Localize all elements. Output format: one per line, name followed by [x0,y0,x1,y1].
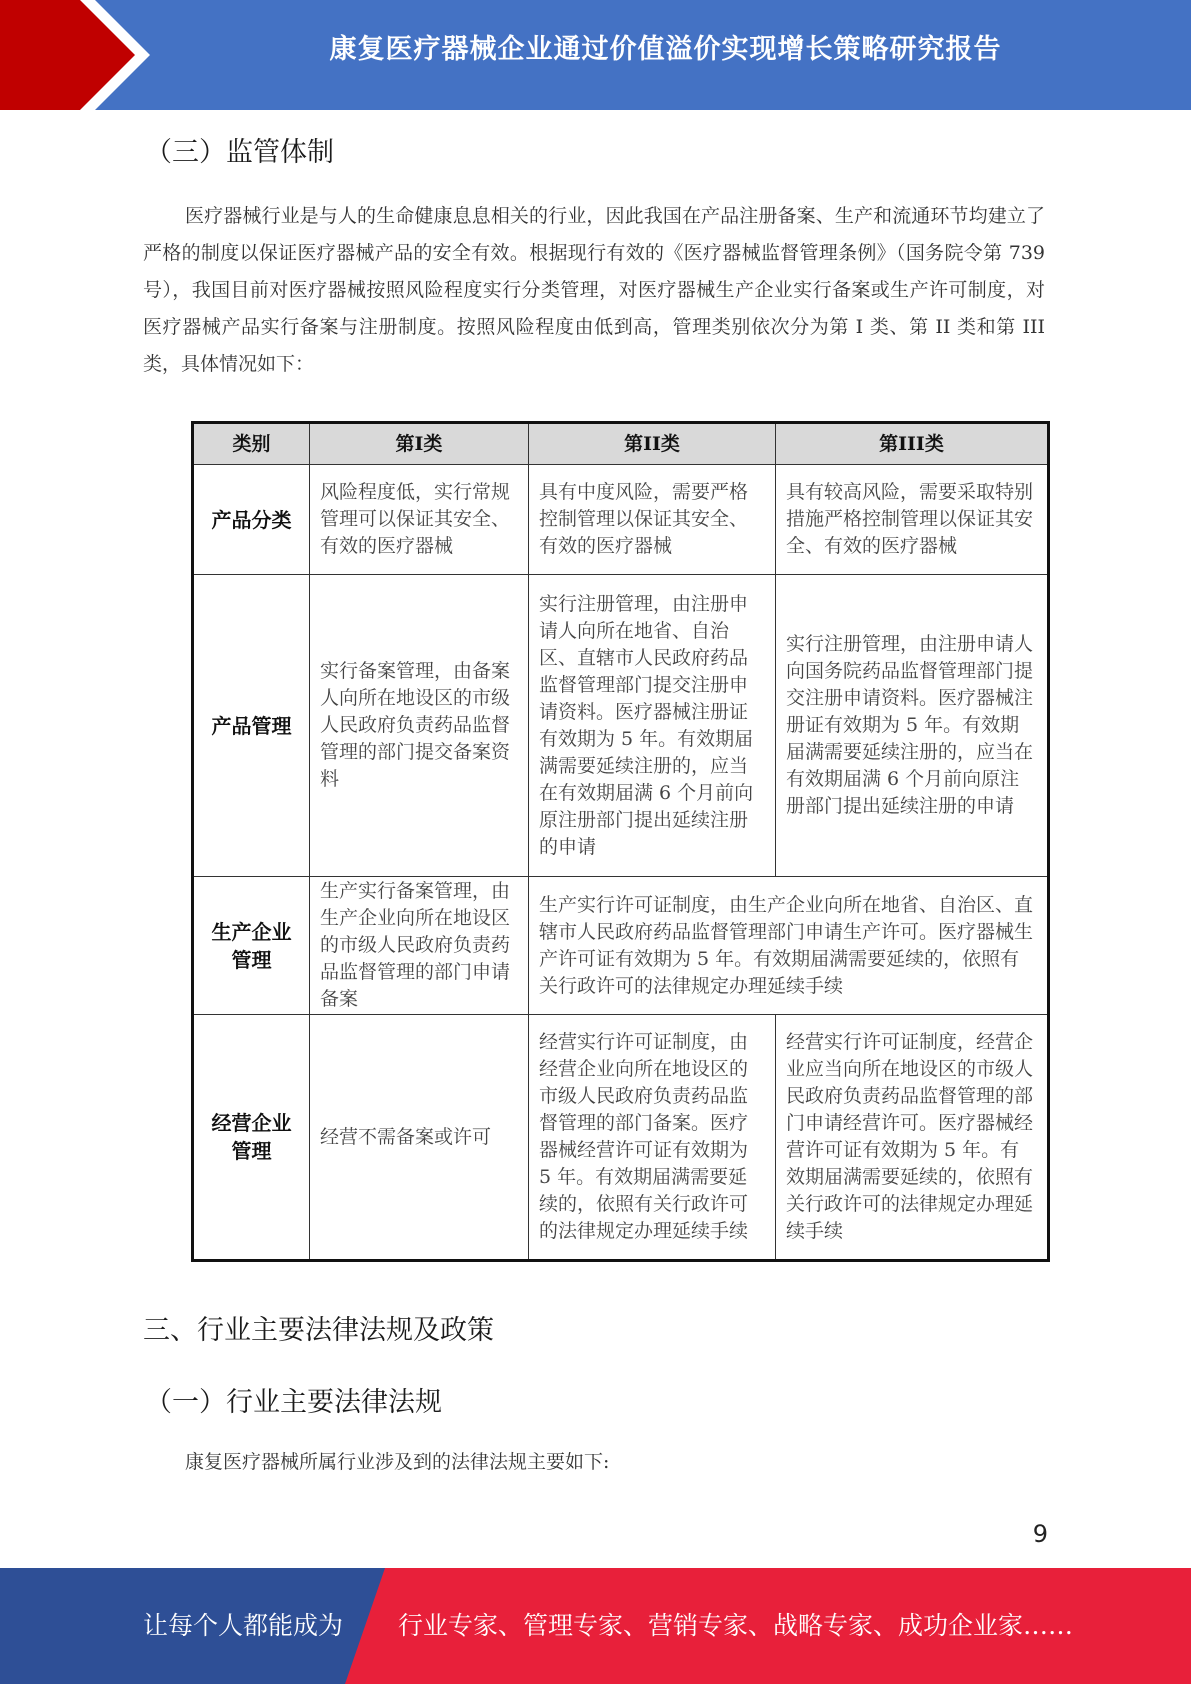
header-category: 类别 [193,423,310,465]
table-cell: 实行注册管理，由注册申请人向所在地省、自治区、直辖市人民政府药品监督管理部门提交注册申请资料。医疗器械注册证有效期为 5 年。有效期届满需要延续注册的，应当在有效期届满 6 个月前向原注册部门提出延续注册的申请 [529,575,776,877]
header-class-iii: 第III类 [776,423,1049,465]
header-class-ii: 第II类 [529,423,776,465]
table-row [193,575,1049,877]
page-number: 9 [1032,1520,1048,1548]
table-cell: 经营不需备案或许可 [310,1015,529,1261]
report-header [0,0,1191,110]
row-label-production-enterprise: 生产企业管理 [193,877,310,1015]
table-header-row [193,423,1049,465]
device-class-table [191,421,1050,1262]
intro-paragraph: 医疗器械行业是与人的生命健康息息相关的行业，因此我国在产品注册备案、生产和流通环节均建立了严格的制度以保证医疗器械产品的安全有效。根据现行有效的《医疗器械监督管理条例》（国务院令第 739 号），我国目前对医疗器械按照风险程度实行分类管理，对医疗器械生产企业实行备案或生产许可制度，对医疗器械产品实行备案与注册制度。按照风险程度由低到高，管理类别依次分为第 I 类、第 II 类和第 III 类，具体情况如下： [143,205,1045,375]
table-cell: 具有中度风险，需要严格控制管理以保证其安全、有效的医疗器械 [529,465,776,575]
header-arrow-decoration [0,0,160,110]
footer-slogan-left: 让每个人都能成为 [143,1611,344,1640]
table-cell: 风险程度低，实行常规管理可以保证其安全、有效的医疗器械 [310,465,529,575]
table-cell: 经营实行许可证制度，由经营企业向所在地设区的市级人民政府负责药品监督管理的部门备案。医疗器械经营许可证有效期为 5 年。有效期届满需要延续的，依照有关行政许可的法律规定办理延续手续 [529,1015,776,1261]
table-cell: 具有较高风险，需要采取特别措施严格控制管理以保证其安全、有效的医疗器械 [776,465,1049,575]
row-label-business-enterprise: 经营企业管理 [193,1015,310,1261]
table-cell: 经营实行许可证制度，经营企业应当向所在地设区的市级人民政府负责药品监督管理的部门申请经营许可。医疗器械经营许可证有效期为 5 年。有效期届满需要延续的，依照有关行政许可的法律规定办理延续手续 [776,1015,1049,1261]
row-label-product-classification: 产品分类 [193,465,310,575]
footer-slogan-right: 行业专家、管理专家、营销专家、战略专家、成功企业家…… [398,1611,1074,1640]
subsection-heading-main-laws: （一）行业主要法律法规 [145,1387,442,1418]
table-cell: 生产实行备案管理，由生产企业向所在地设区的市级人民政府负责药品监督管理的部门申请备案 [310,877,529,1015]
table-row [193,877,1049,1015]
subsection-heading-regulatory-system: （三）监管体制 [145,137,334,168]
table-row [193,465,1049,575]
section-heading-laws-policies: 三、行业主要法律法规及政策 [143,1315,494,1346]
table-row [193,1015,1049,1261]
row-label-product-management: 产品管理 [193,575,310,877]
closing-paragraph: 康复医疗器械所属行业涉及到的法律法规主要如下: [185,1451,610,1473]
report-footer [0,1568,1191,1684]
header-class-i: 第I类 [310,423,529,465]
table-cell: 实行备案管理，由备案人向所在地设区的市级人民政府负责药品监督管理的部门提交备案资料 [310,575,529,877]
table-cell-merged: 生产实行许可证制度，由生产企业向所在地省、自治区、直辖市人民政府药品监督管理部门申请生产许可。医疗器械生产许可证有效期为 5 年。有效期届满需要延续的，依照有关行政许可的法律规定办理延续手续 [529,877,1049,1015]
table-cell: 实行注册管理，由注册申请人向国务院药品监督管理部门提交注册申请资料。医疗器械注册证有效期为 5 年。有效期届满需要延续注册的，应当在有效期届满 6 个月前向原注册部门提出延续注册的申请 [776,575,1049,877]
report-title: 康复医疗器械企业通过价值溢价实现增长策略研究报告 [329,34,1002,65]
